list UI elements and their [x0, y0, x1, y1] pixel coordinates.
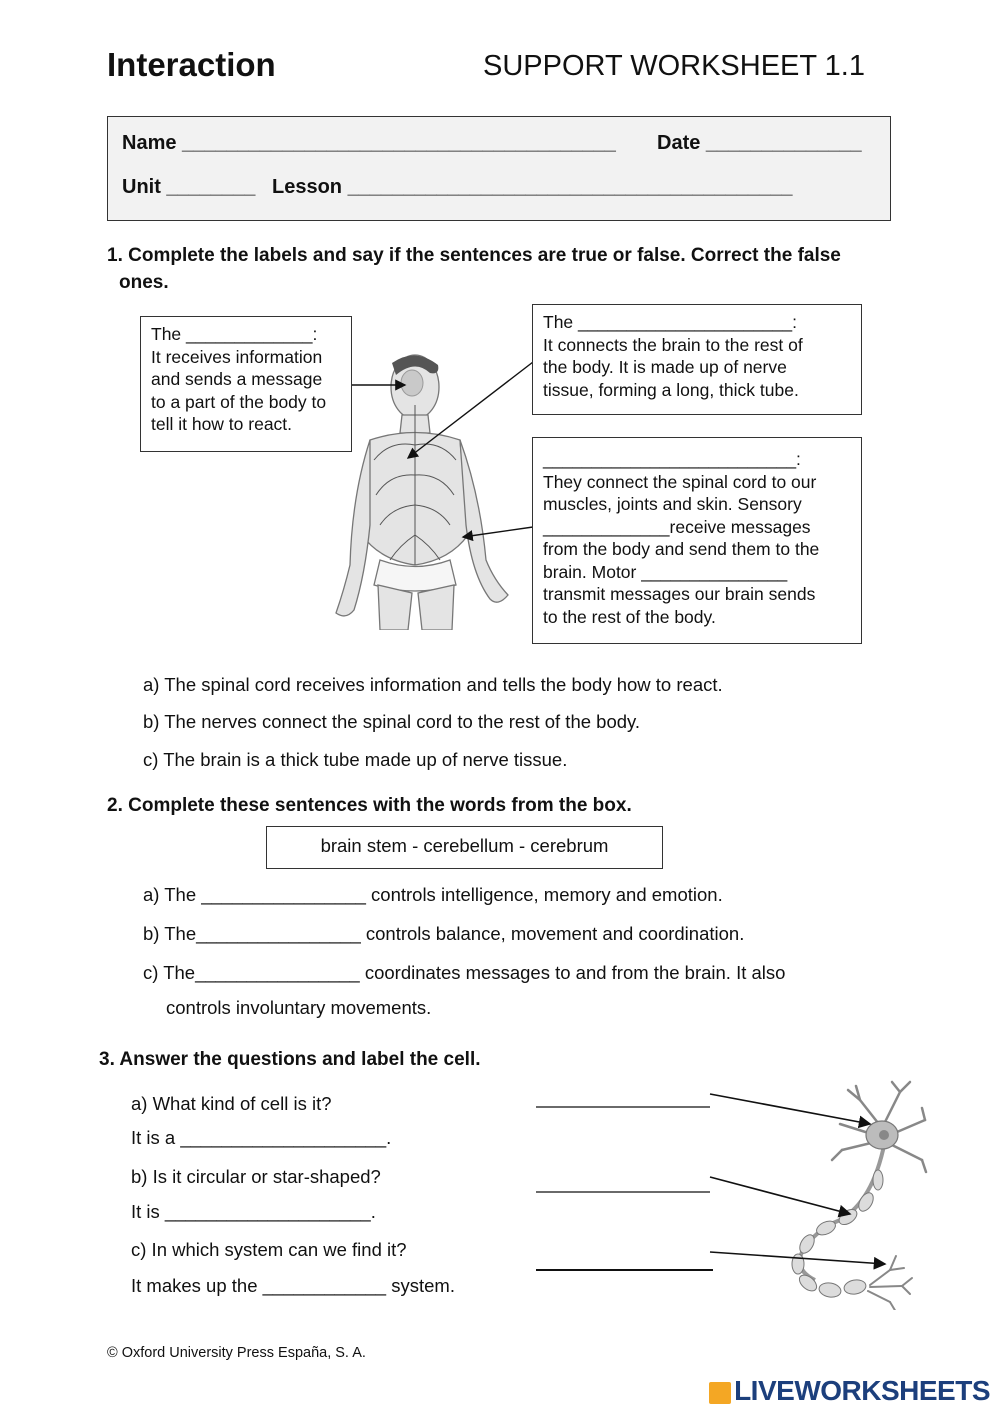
- q2-sentence-c: c) The________________ coordinates messages to and from the brain. It also: [143, 962, 786, 983]
- lesson-field[interactable]: Lesson ________________________________________: [272, 176, 793, 198]
- q3-question-a: a) What kind of cell is it?: [131, 1093, 332, 1114]
- label-line[interactable]: _____________receive messages: [543, 516, 811, 537]
- q2-sentence-b: b) The________________ controls balance, movement and coordination.: [143, 923, 745, 944]
- human-body-illustration: [330, 345, 520, 630]
- label-line: It receives information: [151, 346, 323, 367]
- label-line: tell it how to react.: [151, 414, 293, 434]
- name-field[interactable]: Name _______________________________________: [122, 132, 616, 154]
- q1-sentence-c: c) The brain is a thick tube made up of nerve tissue.: [143, 749, 568, 770]
- logo-text: LIVEWORKSHEETS: [734, 1375, 990, 1406]
- label-box-nerves: [532, 437, 862, 644]
- label-line: tissue, forming a long, thick tube.: [543, 379, 799, 400]
- unit-field[interactable]: Unit ________: [122, 176, 256, 198]
- liveworksheets-logo: [709, 1375, 990, 1407]
- copyright-footer: © Oxford University Press España, S. A.: [107, 1345, 366, 1361]
- q3-answer-b[interactable]: It is ____________________.: [131, 1201, 376, 1222]
- label-line[interactable]: The ______________________:: [543, 312, 797, 332]
- label-line: transmit messages our brain sends: [543, 584, 816, 604]
- logo-icon: [709, 1382, 731, 1404]
- label-box-brain: [140, 316, 352, 452]
- q1-instruction: 1. Complete the labels and say if the sentences are true or false. Correct the false: [107, 245, 841, 266]
- q2-sentence-a: a) The ________________ controls intelligence, memory and emotion.: [143, 884, 723, 905]
- worksheet-subtitle: SUPPORT WORKSHEET 1.1: [483, 50, 865, 82]
- label-line: muscles, joints and skin. Sensory: [543, 494, 802, 514]
- q3-question-c: c) In which system can we find it?: [131, 1239, 407, 1260]
- label-line[interactable]: brain. Motor _______________: [543, 561, 788, 582]
- q2-instruction: 2. Complete these sentences with the words from the box.: [107, 795, 632, 816]
- q1-instruction-cont: ones.: [119, 272, 169, 293]
- label-line: from the body and send them to the: [543, 539, 820, 559]
- q3-answer-c[interactable]: It makes up the ____________ system.: [131, 1275, 455, 1296]
- q3-instruction: 3. Answer the questions and label the cell.: [99, 1049, 481, 1070]
- label-line: the body. It is made up of nerve: [543, 357, 787, 377]
- label-line: They connect the spinal cord to our: [543, 471, 817, 492]
- student-info-box: [107, 116, 891, 221]
- word-box: brain stem - cerebellum - cerebrum: [266, 826, 663, 869]
- label-line[interactable]: __________________________:: [543, 449, 801, 469]
- q3-question-b: b) Is it circular or star-shaped?: [131, 1166, 381, 1187]
- label-line: to the rest of the body.: [543, 606, 716, 627]
- label-line[interactable]: The _____________:: [151, 324, 318, 344]
- q3-answer-a[interactable]: It is a ____________________.: [131, 1127, 392, 1148]
- label-line: and sends a message: [151, 369, 323, 389]
- neuron-illustration: [530, 1080, 930, 1310]
- q1-sentence-a: a) The spinal cord receives information and tells the body how to react.: [143, 674, 723, 695]
- date-field[interactable]: Date ______________: [657, 132, 862, 154]
- label-line: It connects the brain to the rest of: [543, 334, 803, 355]
- label-box-spinal-cord: [532, 304, 862, 415]
- page-title: Interaction: [107, 46, 276, 83]
- q2-sentence-c-cont: controls involuntary movements.: [166, 997, 432, 1018]
- label-line: to a part of the body to: [151, 391, 327, 412]
- q1-sentence-b: b) The nerves connect the spinal cord to the rest of the body.: [143, 711, 641, 732]
